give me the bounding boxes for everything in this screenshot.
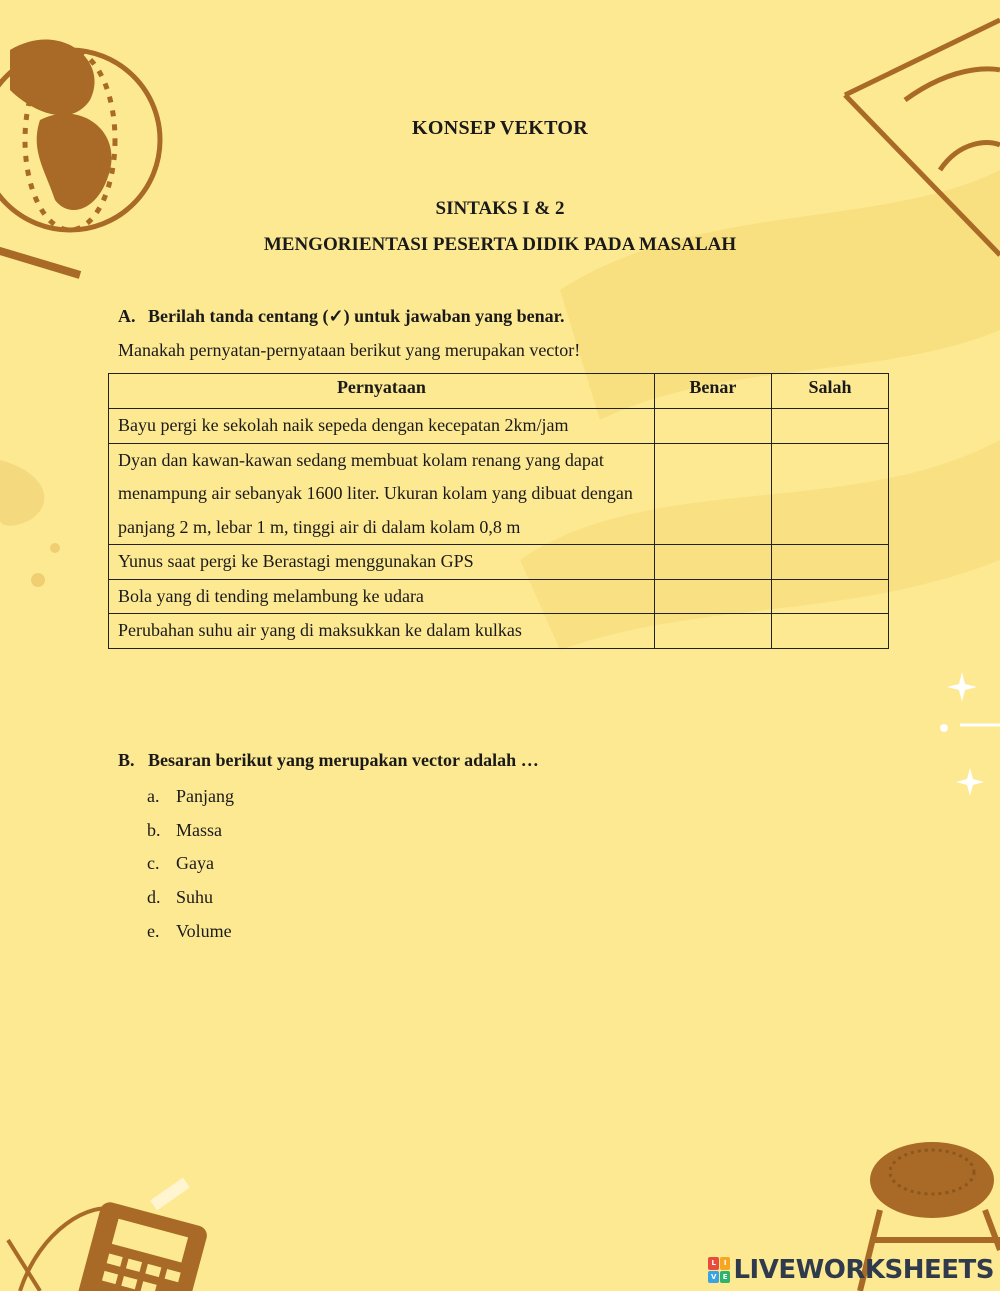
option-item[interactable] [147, 915, 234, 949]
option-item[interactable] [147, 814, 234, 848]
true-check-cell[interactable] [654, 409, 771, 444]
logo-badge-letter: V [708, 1271, 719, 1284]
option-letter: d. [147, 887, 161, 908]
table-row [109, 409, 889, 444]
section-b-letter: B. [118, 750, 135, 770]
option-item[interactable] [147, 847, 234, 881]
true-check-cell[interactable] [654, 614, 771, 649]
statement-cell: Yunus saat pergi ke Berastagi menggunakan GPS [109, 545, 655, 580]
sparkle-icon [940, 672, 1000, 796]
syntax-subtitle: SINTAKS I & 2 [435, 198, 565, 219]
table-row [109, 545, 889, 580]
table-row [109, 579, 889, 614]
false-check-cell[interactable] [771, 579, 888, 614]
calculator-icon [72, 1200, 209, 1291]
section-b-heading-text: Besaran berikut yang merupakan vector adalah … [148, 750, 539, 770]
false-check-cell[interactable] [771, 409, 888, 444]
true-check-cell[interactable] [654, 545, 771, 580]
statement-cell: Bayu pergi ke sekolah naik sepeda dengan kecepatan 2km/jam [109, 409, 655, 444]
page-title: KONSEP VEKTOR [412, 117, 588, 139]
option-text: Suhu [176, 887, 214, 908]
section-a-letter: A. [118, 306, 136, 326]
option-text: Gaya [176, 853, 214, 874]
option-letter: c. [147, 853, 160, 874]
header-statement: Pernyataan [109, 374, 655, 409]
header-false: Salah [771, 374, 888, 409]
orientation-subtitle: MENGORIENTASI PESERTA DIDIK PADA MASALAH [263, 234, 737, 255]
option-text: Massa [176, 819, 222, 840]
option-text: Volume [176, 920, 232, 941]
option-letter: a. [147, 786, 160, 806]
section-b-heading [118, 750, 539, 771]
statement-cell: Dyan dan kawan-kawan sedang membuat kolam renang yang dapat menampung air sebanyak 1600 liter. Ukuran kolam yang dibuat dengan panjang 2 m, lebar 1 m, tinggi air di dalam kolam 0,8 m [109, 443, 655, 545]
answer-options [147, 780, 234, 948]
header-true: Benar [654, 374, 771, 409]
logo-badge-letter: E [720, 1271, 731, 1284]
option-letter: b. [147, 819, 161, 840]
option-letter: e. [147, 920, 160, 941]
logo-badge-icon [708, 1257, 730, 1283]
statement-cell: Bola yang di tending melambung ke udara [109, 579, 655, 614]
statement-cell: Perubahan suhu air yang di maksukkan ke dalam kulkas [109, 614, 655, 649]
option-text: Panjang [176, 786, 234, 806]
logo-badge-letter: L [708, 1257, 719, 1270]
option-item[interactable] [147, 881, 234, 915]
option-item[interactable] [147, 780, 234, 814]
table-header-row [109, 374, 889, 409]
logo-text: LIVEWORKSHEETS [733, 1255, 994, 1285]
table-row [109, 614, 889, 649]
table-row [109, 443, 889, 545]
section-a-instruction: Manakah pernyatan-pernyataan berikut yang merupakan vector! [118, 340, 581, 360]
liveworksheets-logo[interactable] [708, 1255, 994, 1285]
logo-badge-letter: I [720, 1257, 731, 1270]
false-check-cell[interactable] [771, 443, 888, 545]
section-a-heading-text: Berilah tanda centang (✓) untuk jawaban yang benar. [148, 306, 565, 326]
true-check-cell[interactable] [654, 443, 771, 545]
false-check-cell[interactable] [771, 614, 888, 649]
true-check-cell[interactable] [654, 579, 771, 614]
statement-table [108, 373, 889, 649]
section-a-heading [118, 306, 565, 327]
false-check-cell[interactable] [771, 545, 888, 580]
